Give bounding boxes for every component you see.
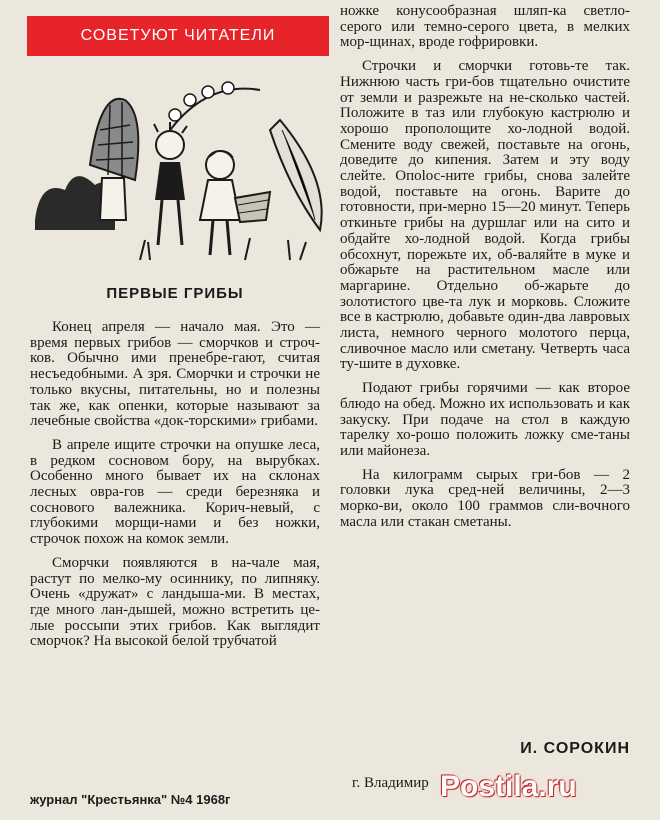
paragraph: ножке конусообразная шляп-ка светло-серого или темно-серого цвета, в мелких мор-щинах, вроде гофрировки. (340, 3, 630, 51)
mushroom-children-illustration (30, 70, 335, 270)
paragraph: На килограмм сырых гри-бов — 2 головки лука сред-ней величины, 2—3 морко-ви, около 100 граммов сли-вочного масла или стакан сметаны. (340, 466, 630, 530)
article-title: ПЕРВЫЕ ГРИБЫ (106, 285, 244, 302)
child-head-left (156, 131, 184, 159)
site-watermark (440, 770, 577, 804)
paragraph: В апреле ищите строчки на опушке леса, в редком сосновом бору, на вырубках. Особенно много бывает их на склонах лесных овра-гов — среди березняка и соснового валежника. Корич-невый, с глубокими морщи-нами и без ножки, строчок похож на комок земли. (30, 436, 320, 548)
paragraph: Сморчки появляются в на-чале мая, растут по мелко-му осиннику, по липняку. Очень «дружат» с ландыша-ми. В местах, где много лан-дышей, можно встретить це-лые россыпи этих грибов. Как выглядит сморчок? На высокой белой трубчатой (30, 554, 320, 650)
article-left-column (30, 320, 320, 650)
lily-leaf (270, 120, 322, 230)
article-right-column (340, 4, 630, 531)
rubric-label: СОВЕТУЮТ ЧИТАТЕЛИ (80, 27, 276, 44)
rubric-banner (27, 16, 329, 56)
paragraph: Конец апреля — начало мая. Это — время первых грибов — сморчков и строч-ков. Обычно ими пренебре-гают, считая несъедобными. А зря. Сморчки и строчки не только вкусны, питательны, но и полезны так же, как опенки, которые называют за лечебные свойства «док-торскими» грибами. (30, 319, 320, 430)
author-signature: И. СОРОКИН (520, 740, 630, 757)
author-city: г. Владимир (352, 775, 429, 791)
grass-strokes (140, 238, 306, 260)
morel-cap (90, 99, 138, 180)
morel-stem (100, 178, 126, 220)
paragraph: Строчки и сморчки готовь-те так. Нижнюю часть гри-бов тщательно очистите от земли и разрежьте на не-сколько частей. Положите в таз или глубокую кастрюлю и хорошо прополощите хо-лодной водой. Смените воду свежей, поставьте на огонь, доведите до кипения. Затем и эту воду слейте. Опolос-ните грибы, снова залейте водой, поставьте на огонь. Варите до готовности, при-мерно 15—20 минут. Теперь откиньте грибы на дуршлаг или на сито и обдайте хо-лодной водой. Когда грибы обсохнут, порежьте их, об-валяйте в муке и обжарьте на растительном масле или маргарине. Отдельно об-жарьте до золотистого цве-та лук и морковь. Сложите все в кастрюлю, добавьте один-два лавровых листа, немного черного молотого перца, сливочное масло или сметану. Четверть часа ту-шите в духовке. (340, 58, 630, 373)
watermark-text: Postila.ru (440, 770, 577, 803)
basket-shape (235, 192, 270, 222)
source-caption: журнал "Крестьянка" №4 1968г (30, 792, 231, 807)
paragraph: Подают грибы горячими — как второе блюдо на обед. Можно их использовать и как закуску. При подаче на стол в каждую тарелку хо-рошо положить ложку сме-таны или майонеза. (340, 380, 630, 459)
